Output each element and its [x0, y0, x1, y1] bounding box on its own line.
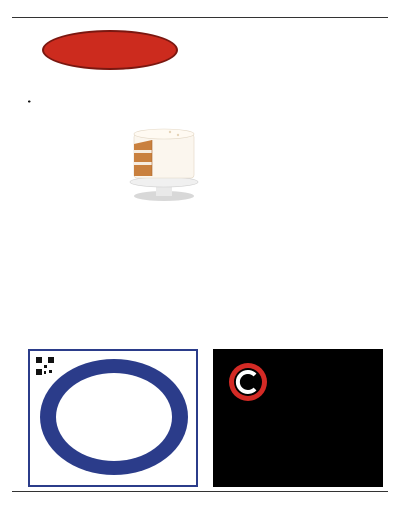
appliance-ad-artwork	[30, 351, 196, 485]
logo-ellipse	[42, 30, 178, 70]
aunt-ts-kitchen-logo	[30, 24, 190, 74]
footer-divider	[12, 491, 388, 492]
header-divider	[12, 17, 388, 18]
tri-state-appliance-ad[interactable]	[28, 349, 198, 487]
cake-recipe-right-column	[204, 83, 382, 89]
ozark-collision-ad[interactable]	[213, 349, 383, 487]
ozark-logo-icon	[227, 361, 269, 403]
sweet-potato-cake-photo	[110, 110, 208, 208]
